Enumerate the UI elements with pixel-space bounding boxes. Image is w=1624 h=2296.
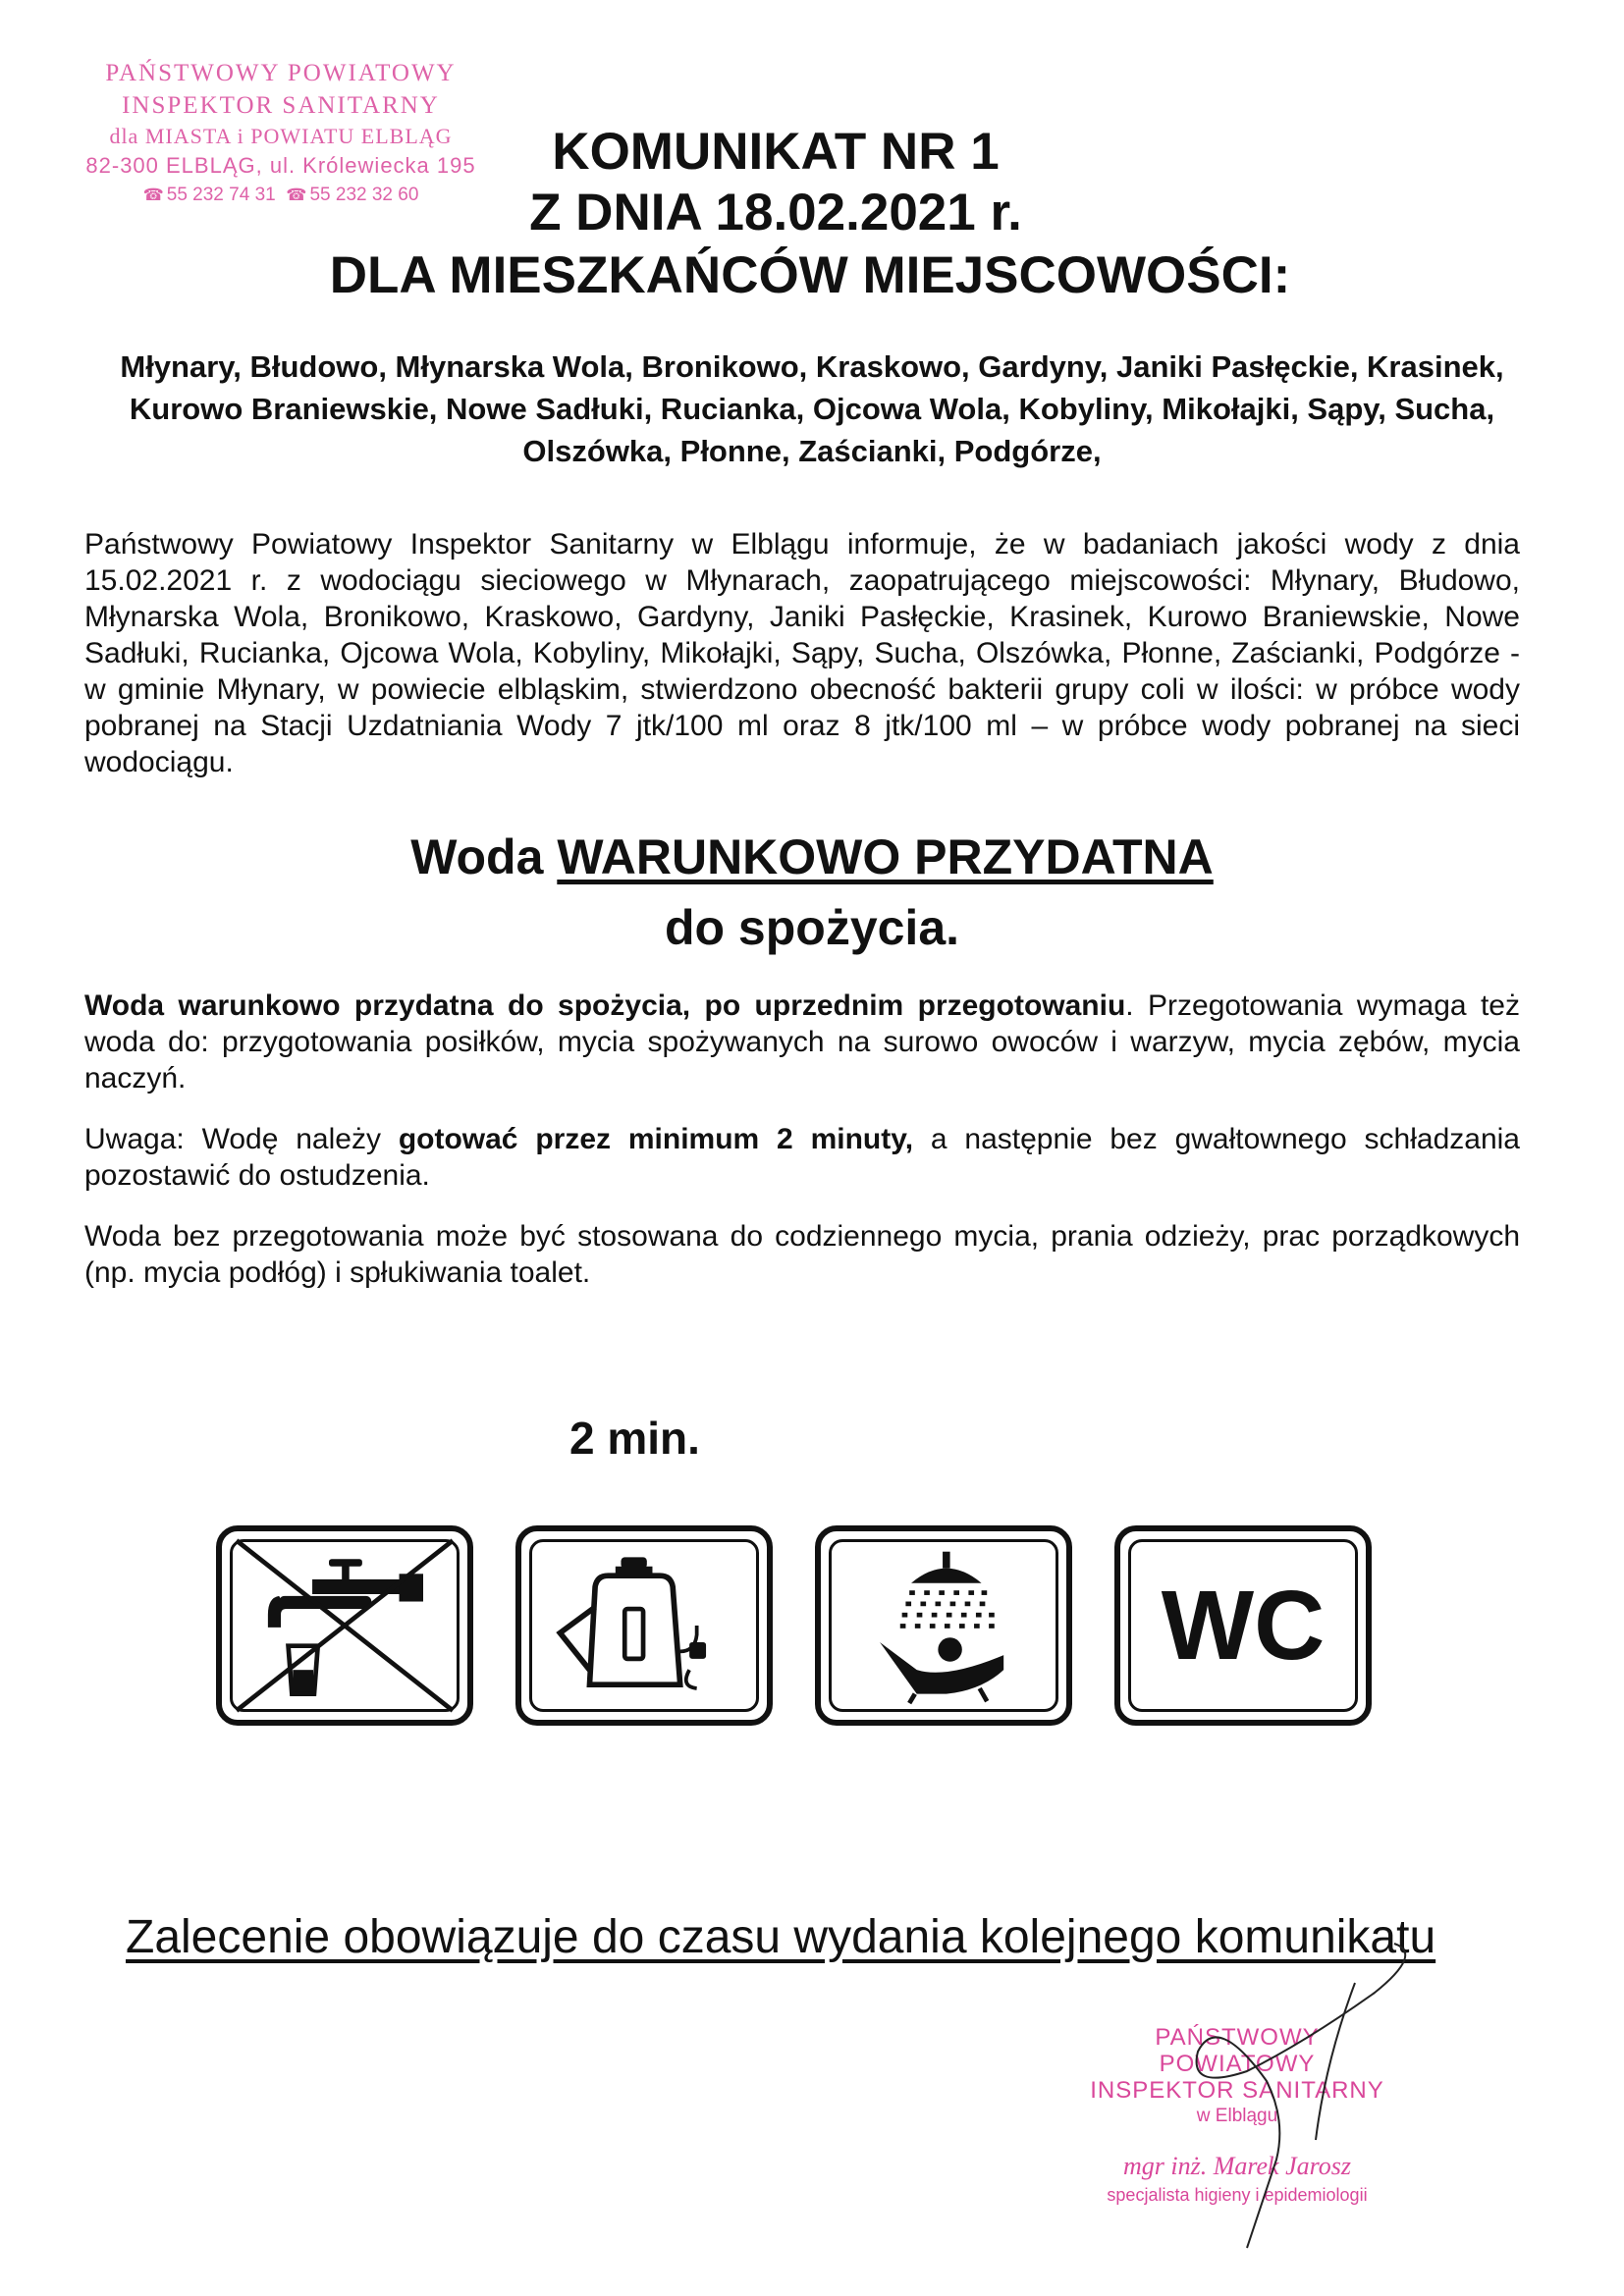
stamp-position: specjalista higieny i epidemiologii <box>1107 2185 1368 2205</box>
wc-icon <box>1114 1525 1372 1726</box>
phone-icon: ☎ <box>142 186 164 204</box>
stamp-line: INSPEKTOR SANITARNY <box>122 92 440 119</box>
stamp-city: w Elblągu <box>1196 2106 1278 2126</box>
usage-paragraph: Woda bez przegotowania może być stosowana do codziennego mycia, prania odzieży, prac porządkowych (np. mycia podłóg) i spłukiwania toalet. <box>84 1220 1520 1289</box>
stamp-name: mgr inż. Marek Jarosz <box>1122 2152 1352 2180</box>
boil-rest: . Przegotowania wymaga też woda do: przygotowania posiłków, mycia spożywanych na surowo owoców i warzyw, mycia zębów, mycia naczyń. <box>84 989 1520 1095</box>
recommendation-note: Zalecenie obowiązuje do czasu wydania kolejnego komunikatu <box>126 1911 1436 1963</box>
warning-bold: gotować przez minimum 2 minuty, <box>398 1123 914 1155</box>
stamp-address: 82-300 ELBLĄG, ul. Królewiecka 195 <box>85 153 476 178</box>
warning-post: a następnie bez gwałtownego schładzania pozostawić do ostudzenia. <box>84 1123 1520 1192</box>
stamp-phone: 55 232 32 60 <box>309 185 419 205</box>
boil-paragraph <box>84 988 1520 1096</box>
banner-highlight: WARUNKOWO PRZYDATNA <box>557 829 1214 884</box>
kettle-icon <box>515 1525 773 1726</box>
phone-icon: ☎ <box>286 186 307 204</box>
signature-icon <box>1129 1924 1463 2258</box>
crossed-tap-icon <box>216 1525 473 1726</box>
boil-bold: Woda warunkowo przydatna do spożycia, po uprzednim przegotowaniu <box>84 989 1126 1022</box>
warning-pre: Uwaga: Wodę należy <box>84 1123 399 1155</box>
shower-bath-icon <box>815 1525 1072 1726</box>
page-title: KOMUNIKAT NR 1 <box>552 123 1000 181</box>
stamp-line: PAŃSTWOWY POWIATOWY <box>105 60 457 86</box>
stamp-phone: 55 232 74 31 <box>166 185 276 205</box>
stamp-line: dla MIASTA i POWIATU ELBLĄG <box>109 124 453 148</box>
intro-paragraph: Państwowy Powiatowy Inspektor Sanitarny w Elblągu informuje, że w badaniach jakości wody z dnia 15.02.2021 r. z wodociągu sieciowego w Młynarach, zaopatrującego miejscowości: Młynary, Błudowo, Młynarska Wola, Bronikowo, Kraskowo, Gardyny, Janiki Pasłęckie, Krasinek, Kurowo Braniewskie, Nowe Sadłuki, Rucianka, Ojcowa Wola, Kobyliny, Mikołajki, Sąpy, Sucha, Olszówka, Płonne, Zaścianki, Podgórze - w gminie Młynary, w powiecie elbląskim, stwierdzono obecność bakterii grupy coli w ilości: w próbce wody pobranej na Stacji Uzdatniania Wody 7 jtk/100 ml oraz 8 jtk/100 ml – w próbce wody pobranej na sieci wodociągu. <box>84 528 1520 778</box>
status-banner-line2: do spożycia. <box>664 900 960 955</box>
time-label: 2 min. <box>569 1413 700 1464</box>
warning-paragraph <box>84 1121 1520 1194</box>
wc-label: WC <box>1161 1570 1326 1681</box>
audience-heading: DLA MIESZKAŃCÓW MIEJSCOWOŚCI: <box>329 246 1291 304</box>
stamp-line: PAŃSTWOWY POWIATOWY <box>1155 2024 1320 2077</box>
page-date: Z DNIA 18.02.2021 r. <box>529 184 1022 241</box>
banner-prefix: Woda <box>410 829 544 884</box>
stamp-line: INSPEKTOR SANITARNY <box>1090 2077 1384 2104</box>
places-list: Młynary, Błudowo, Młynarska Wola, Bronikowo, Kraskowo, Gardyny, Janiki Pasłęckie, Krasinek, Kurowo Braniewskie, Nowe Sadłuki, Rucianka, Ojcowa Wola, Kobyliny, Mikołajki, Sąpy, Sucha, Olszówka, Płonne, Zaścianki, Podgórze, <box>120 349 1504 468</box>
status-banner-line1 <box>196 828 1428 885</box>
